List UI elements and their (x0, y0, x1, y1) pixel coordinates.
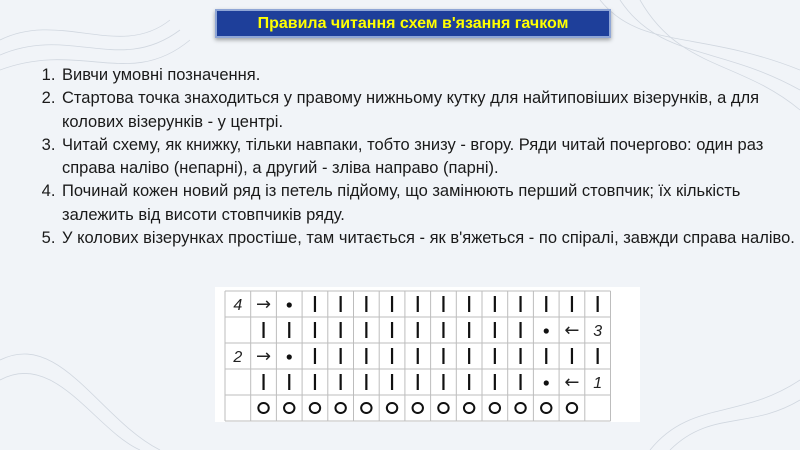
stitch-chain-loop (567, 403, 577, 413)
rules-list (36, 64, 800, 250)
stitch-chain-loop (541, 403, 551, 413)
stitch-slip-dot (287, 302, 292, 307)
rule-item: 2. Стартова точка знаходиться у правому нижньому кутку для найтиповіших візерунків, а для колових візерунків - у центрі. (60, 87, 800, 134)
stitch-chain-loop (413, 403, 423, 413)
stitch-chain-loop (464, 403, 474, 413)
rule-item: 5. У колових візерунках простіше, там читається - як в'яжеться - по спіралі, завжди справа наліво. (60, 227, 800, 250)
stitch-slip-dot (544, 380, 549, 385)
row-number-label: 3 (593, 323, 603, 340)
slide-title: Правила читання схем в'язання гачком (257, 14, 569, 32)
row-arrow-icon: → (256, 294, 272, 315)
stitch-chain-loop (387, 403, 397, 413)
rule-item: 1. Вивчи умовні позначення. (60, 64, 800, 87)
rule-item: 3. Читай схему, як книжку, тільки навпаки, тобто знизу - вгору. Ряди читай почергово: один раз справа наліво (непарні), а другий - зліва направо (парні). (60, 134, 800, 181)
stitch-slip-dot (287, 354, 292, 359)
stitch-chain-loop (335, 403, 345, 413)
row-arrow-icon: ← (564, 372, 580, 393)
rule-item: 4. Починай кожен новий ряд із петель підйому, що замінюють перший стовпчик; їх кількість залежить від висоти стовпчиків ряду. (60, 180, 800, 227)
stitch-chain-loop (438, 403, 448, 413)
stitch-chain-loop (258, 403, 268, 413)
stitch-slip-dot (544, 328, 549, 333)
slide-title-banner (215, 9, 611, 38)
stitch-chain-loop (490, 403, 500, 413)
pattern-grid (215, 287, 640, 422)
stitch-chain-loop (515, 403, 525, 413)
row-arrow-icon: ← (564, 320, 580, 341)
stitch-chain-loop (310, 403, 320, 413)
crochet-pattern-diagram (215, 287, 640, 422)
row-number-label: 4 (233, 297, 243, 314)
row-arrow-icon: → (256, 346, 272, 367)
stitch-chain-loop (361, 403, 371, 413)
row-number-label: 2 (233, 349, 243, 366)
row-number-label: 1 (593, 375, 603, 392)
stitch-chain-loop (284, 403, 294, 413)
